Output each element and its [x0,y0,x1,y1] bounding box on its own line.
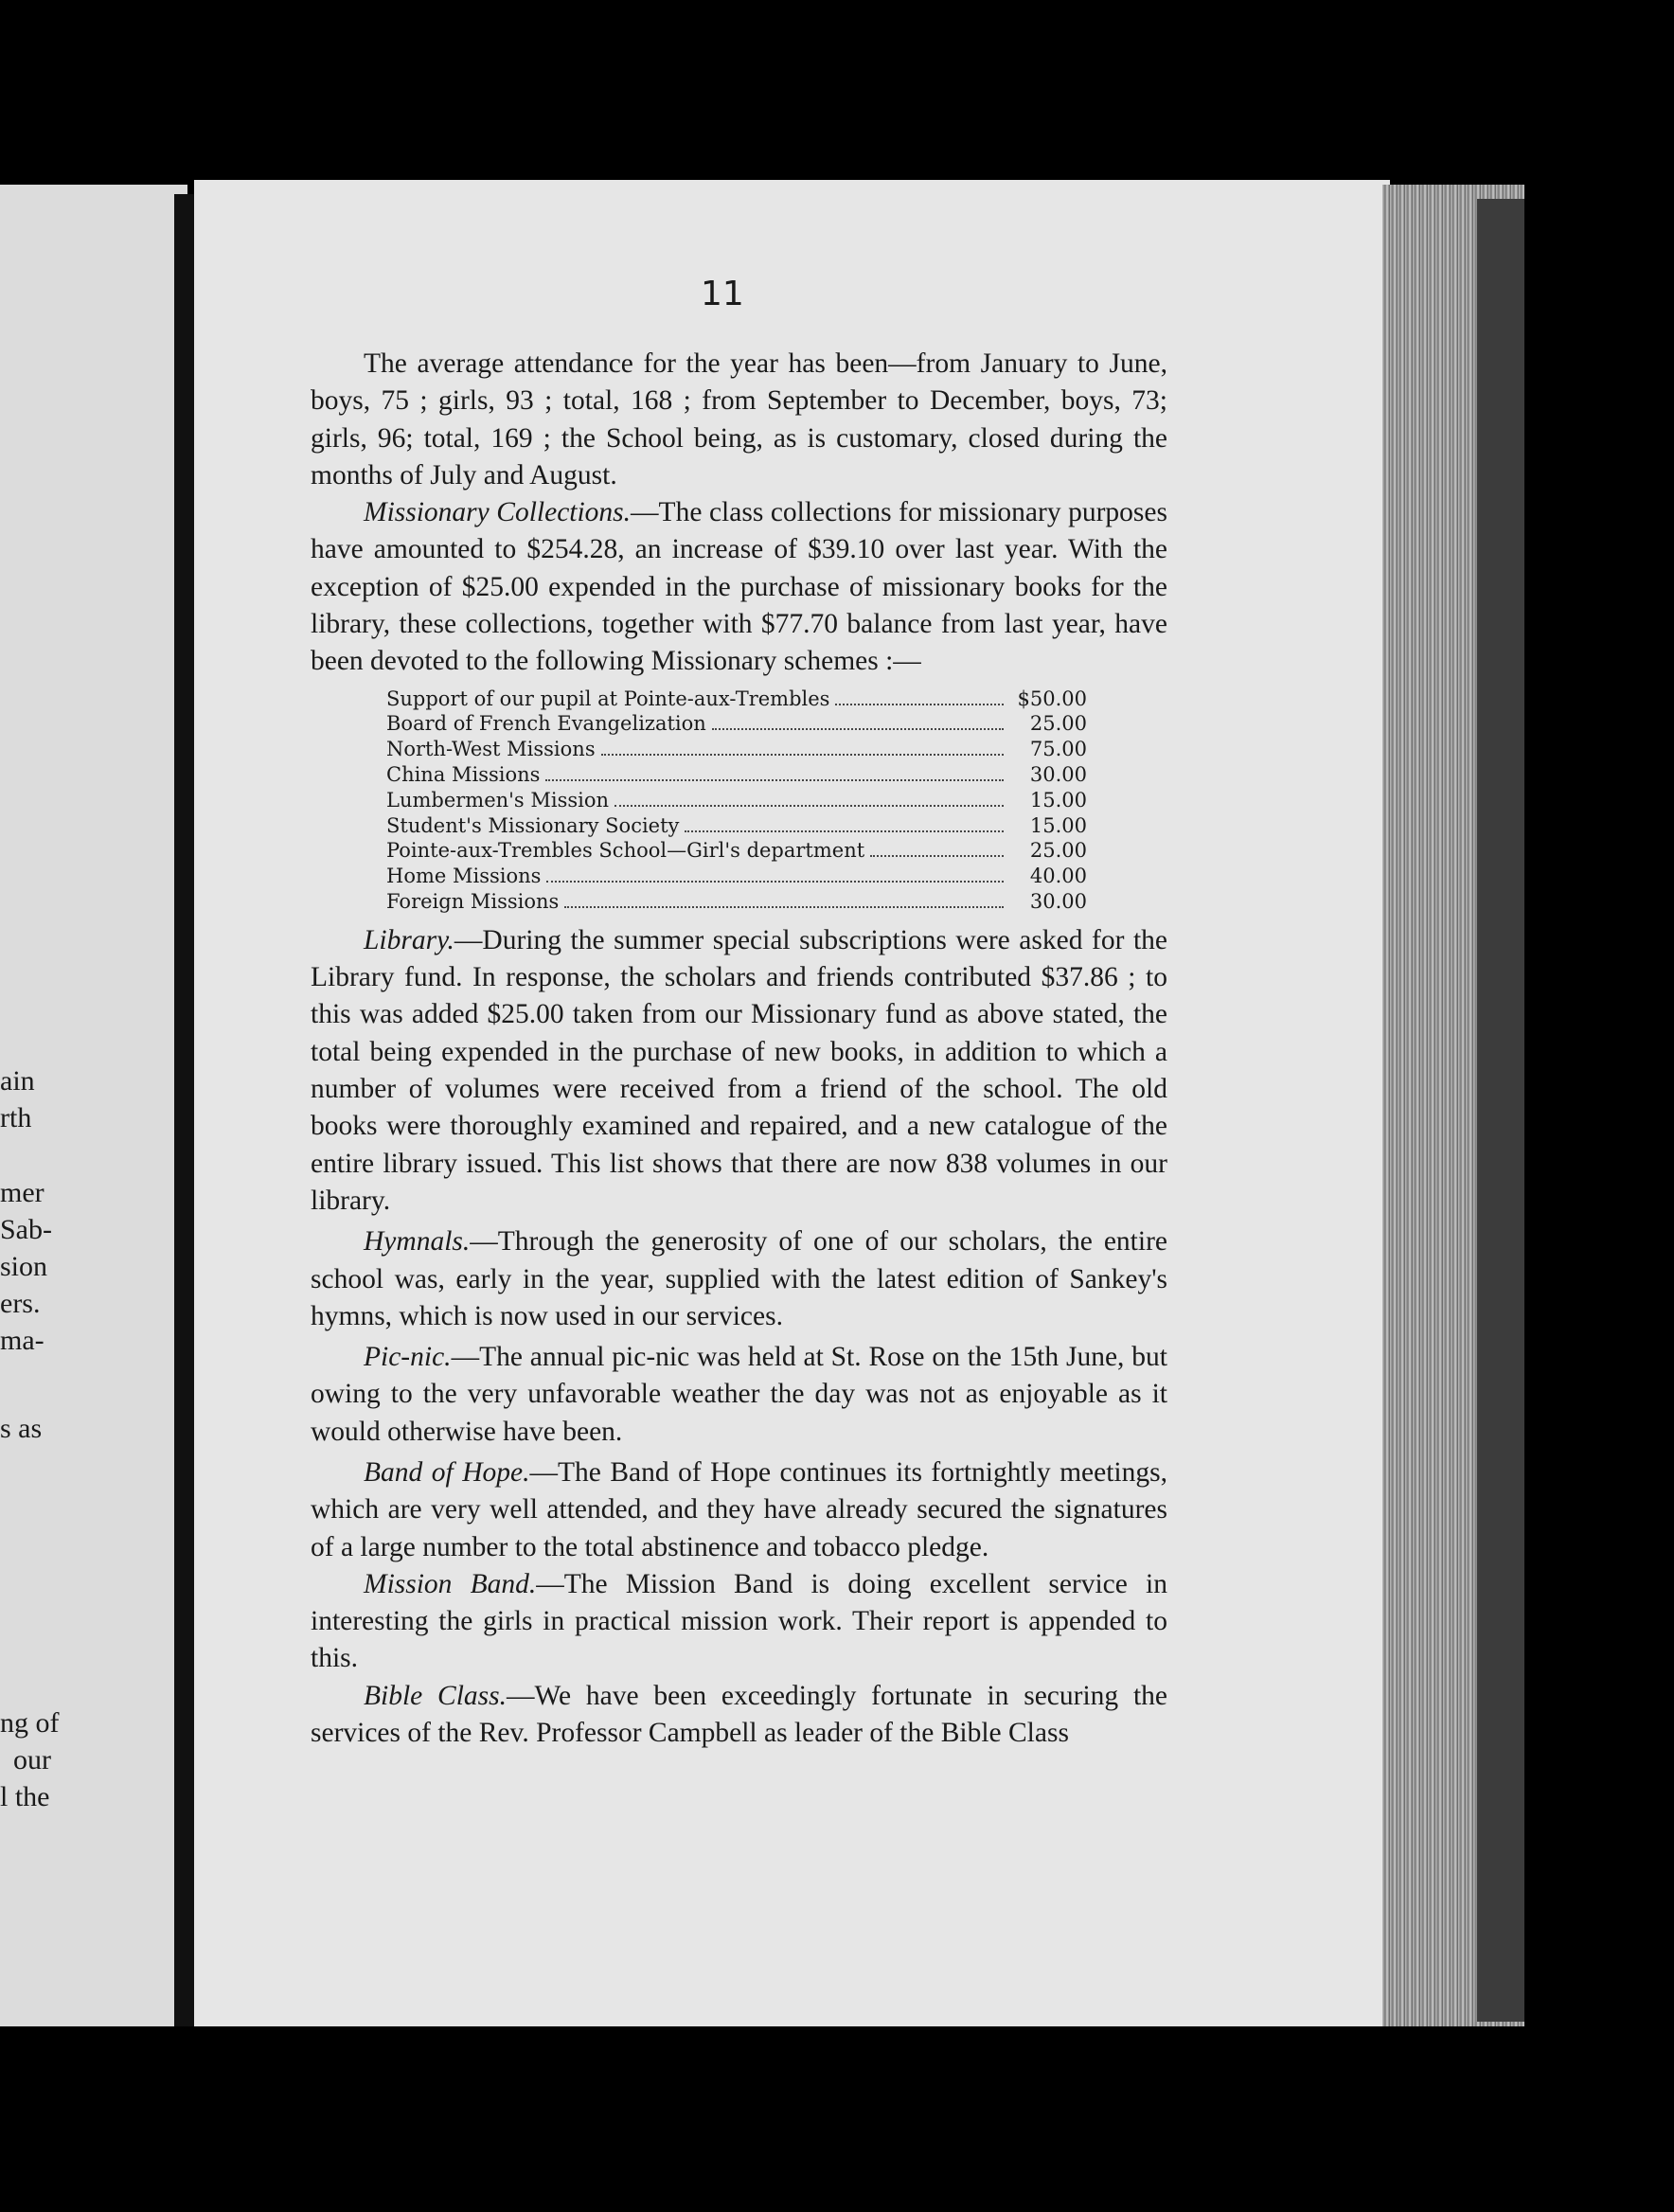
book-gutter [174,194,195,2026]
page-number: 11 [701,275,744,313]
left-fragment: l the [0,1781,50,1812]
mission-band-heading: Mission Band. [364,1568,537,1599]
picnic-paragraph [311,1339,1167,1451]
hymnals-paragraph [311,1223,1167,1335]
schedule-amount: 25.00 [1029,712,1087,736]
bible-class-paragraph [311,1678,1167,1753]
attendance-paragraph: The average attendance for the year has been—from January to June, boys, 75 ; girls, 93 ; total, 168 ; from September to December, boys, 73; girls, 96; total, 169 ; the School being, as is customary, closed during the months of July and August. [311,348,1167,491]
library-heading: Library. [364,924,454,955]
schedule-row [386,838,1087,864]
bible-class-heading: Bible Class. [364,1680,508,1711]
schedule-row [386,788,1087,813]
schedule-row [386,762,1087,788]
left-fragment: Sab- [0,1214,52,1245]
missionary-schedule [386,687,1087,915]
schedule-amount: 30.00 [1029,890,1087,914]
left-fragment: ers. [0,1288,41,1319]
left-fragment: our [13,1744,51,1775]
schedule-amount: 15.00 [1029,813,1087,837]
band-of-hope-heading: Band of Hope. [364,1457,530,1488]
hymnals-text: —Through the generosity of one of our scholars, the entire school was, early in the year, supplied with the latest edition of Sankey's hymns, which is now used in our services. [311,1226,1167,1331]
leader-dots [870,855,1004,857]
leader-dots [601,754,1004,756]
left-fragment: mer [0,1177,45,1208]
library-paragraph [311,922,1167,1220]
left-fragment: rth [0,1102,32,1133]
left-fragment: ma- [0,1325,45,1356]
mission-band-paragraph [311,1566,1167,1678]
schedule-amount: $50.00 [1017,687,1087,710]
schedule-label: Pointe-aux-Trembles School—Girl's department [386,839,865,863]
leader-dots [835,704,1004,705]
band-of-hope-text: —The Band of Hope continues its fortnightly meetings, which are very well attended, and they have already secured the signatures of a large number to the total abstinence and tobacco pledge. [311,1457,1167,1562]
schedule-amount: 25.00 [1029,839,1087,863]
band-of-hope-paragraph [311,1454,1167,1566]
schedule-label: North-West Missions [386,738,596,761]
library-text: —During the summer special subscriptions were asked for the Library fund. In response, the scholars and friends contributed $37.86 ; to this was added $25.00 taken from our Missionary fund as above stated, the total being expended in the purchase of new books, in addition to which a number of volumes were received from a friend of the school. The old books were thoroughly examined and repaired, and a new catalogue of the entire library issued. This list shows that there are now 838 volumes in our library. [311,924,1167,1216]
schedule-label: Student's Missionary Society [386,813,680,837]
schedule-label: Lumbermen's Mission [386,788,610,812]
missionary-heading: Missionary Collections. [364,497,632,528]
schedule-row [386,864,1087,889]
schedule-label: China Missions [386,763,541,787]
schedule-label: Board of French Evangelization [386,712,706,736]
left-fragment: sion [0,1251,48,1282]
leader-dots [712,728,1004,730]
schedule-row [386,711,1087,737]
schedule-label: Support of our pupil at Pointe-aux-Trembles [386,687,830,710]
missionary-paragraph [311,494,1167,680]
schedule-amount: 75.00 [1029,738,1087,761]
missionary-text: —The class collections for missionary purposes have amounted to $254.28, an increase of $39.10 over last year. With the exception of $25.00 expended in the purchase of missionary books for the library, these collections, together with $77.70 balance from last year, have been devoted to the following Missionary schemes :— [311,497,1167,677]
schedule-row [386,813,1087,839]
schedule-row [386,737,1087,762]
left-fragment: s as [0,1413,43,1444]
left-fragment: ng of [0,1707,60,1739]
mission-band-text: —The Mission Band is doing excellent service in interesting the girls in practical mission work. Their report is appended to this. [311,1568,1167,1674]
left-fragment: ain [0,1065,35,1097]
leader-dots [545,779,1004,781]
schedule-amount: 30.00 [1029,763,1087,787]
schedule-label: Home Missions [386,865,542,888]
picnic-text: —The annual pic-nic was held at St. Rose on the 15th June, but owing to the very unfavorable weather the day was not as enjoyable as it would otherwise have been. [311,1342,1167,1447]
schedule-label: Foreign Missions [386,890,560,914]
schedule-row [386,687,1087,712]
book-cover-edge [1477,199,1524,2022]
hymnals-heading: Hymnals. [364,1226,471,1258]
schedule-amount: 40.00 [1029,865,1087,888]
leader-dots [685,830,1004,832]
leader-dots [546,881,1004,883]
page-body [311,346,1167,1752]
leader-dots [564,906,1004,908]
leader-dots [614,805,1004,807]
schedule-row [386,889,1087,915]
schedule-amount: 15.00 [1029,788,1087,812]
picnic-heading: Pic-nic. [364,1342,452,1373]
bible-class-text: —We have been exceedingly fortunate in securing the services of the Rev. Professor Campbell as leader of the Bible Class [311,1680,1167,1749]
